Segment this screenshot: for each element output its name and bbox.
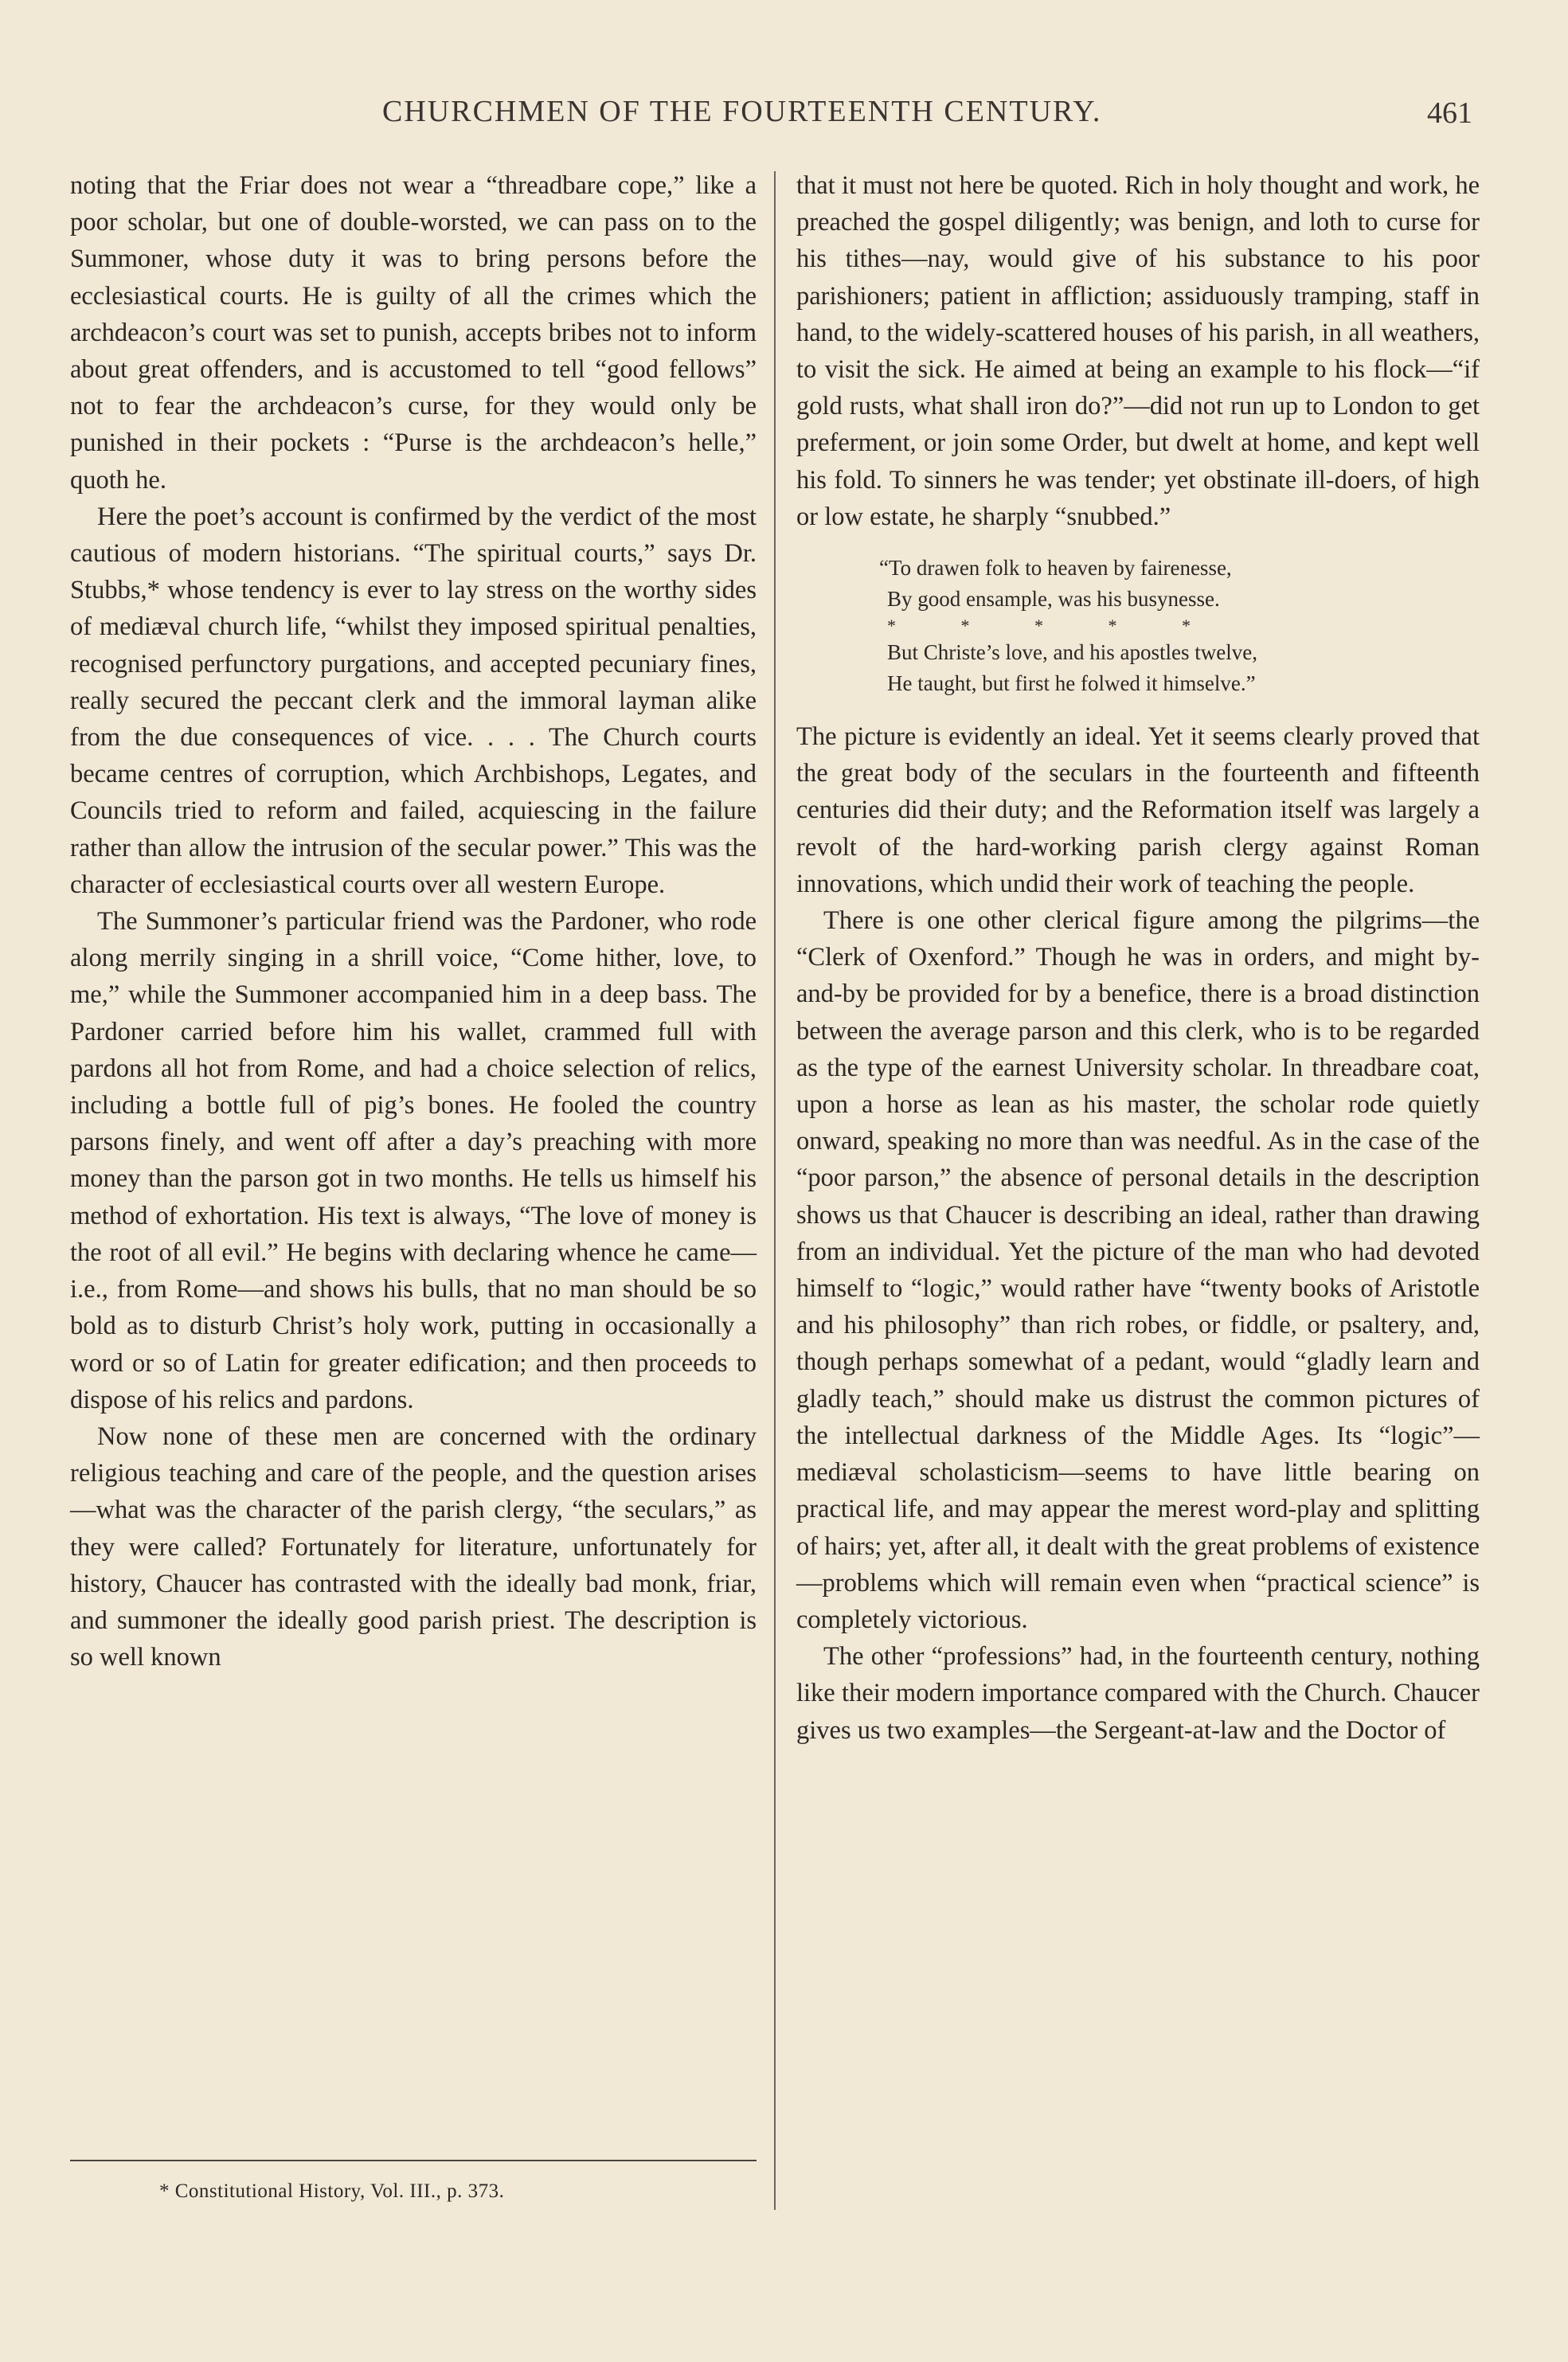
running-title: CHURCHMEN OF THE FOURTEENTH CENTURY. bbox=[382, 95, 1102, 128]
footnote: * Constitutional History, Vol. III., p. 373. bbox=[159, 2180, 505, 2202]
column-divider bbox=[774, 171, 776, 2210]
page-number: 461 bbox=[1427, 96, 1472, 130]
verse-line: By good ensample, was his busynesse. bbox=[887, 587, 1220, 612]
paragraph: There is one other clerical figure among the pilgrims—the “Clerk of Oxenford.” Though he was in orders, and might by-and-by be provided for by a benefice, there is a broad distinction between the average parson and this clerk, who is to be regarded as the type of the earnest University scholar. In threadbare coat, upon a horse as lean as his master, the scholar rode quietly onward, speaking no more than was needful. As in the case of the “poor parson,” the absence of personal details in the description shows us that Chaucer is describing an ideal, rather than drawing from an individual. Yet the picture of the man who had devoted himself to “logic,” would rather have “twenty books of Aristotle and his philosophy” than rich robes, or fiddle, or psaltery, and, though perhaps somewhat of a pedant, would “gladly learn and gladly teach,” should make us distrust the common pictures of the intellectual darkness of the Middle Ages. Its “logic”—mediæval scholasticism—seems to have little bearing on practical life, and may appear the merest word-play and splitting of hairs; yet, after all, it dealt with the great problems of existence—problems which will remain even when “practical science” is completely victorious. bbox=[796, 906, 1480, 1634]
left-column bbox=[70, 167, 757, 1676]
paragraph: The picture is evidently an ideal. Yet it seems clearly proved that the great body of the seculars in the fourteenth and fifteenth centuries did their duty; and the Reformation itself was largely a revolt of the hard-working parish clergy against Roman innovations, which undid their work of teaching the people. bbox=[796, 722, 1480, 898]
right-column bbox=[796, 167, 1480, 1749]
paragraph: Now none of these men are concerned with the ordinary religious teaching and care of the people, and the question arises—what was the character of the parish clergy, “the seculars,” as they were called? Fortunately for literature, unfortunately for history, Chaucer has contrasted with the ideally bad monk, friar, and summoner the ideally good parish priest. The description is so well known bbox=[70, 1422, 757, 1672]
verse-quotation bbox=[879, 553, 1480, 699]
paragraph: that it must not here be quoted. Rich in holy thought and work, he preached the gospel diligently; was benign, and loth to curse for his tithes—nay, would give of his substance to his poor parishioners; patient in affliction; assiduously tramping, staff in hand, to the widely-scattered houses of his parish, in all weathers, to visit the sick. He aimed at being an example to his flock—“if gold rusts, what shall iron do?”—did not run up to London to get preferment, or join some Order, but dwelt at home, and kept well his fold. To sinners he was tender; yet obstinate ill-doers, of high or low estate, he sharply “snubbed.” bbox=[796, 171, 1480, 531]
ellipsis-stars: * * * * * bbox=[887, 616, 1221, 636]
running-head bbox=[0, 94, 1568, 142]
verse-line: But Christe’s love, and his apostles twelve, bbox=[887, 640, 1257, 665]
paragraph: Here the poet’s account is confirmed by the verdict of the most cautious of modern historians. “The spiritual courts,” says Dr. Stubbs,* whose tendency is ever to lay stress on the worthy sides of mediæval church life, “whilst they imposed spiritual penalties, recognised perfunctory purgations, and accepted pecuniary fines, really secured the peccant clerk and the immoral layman alike from the due consequences of vice. . . . The Church courts became centres of corruption, which Archbishops, Legates, and Councils tried to reform and failed, acquiescing in the failure rather than allow the intrusion of the secular power.” This was the character of ecclesiastical courts over all western Europe. bbox=[70, 502, 757, 899]
footnote-rule bbox=[70, 2160, 757, 2161]
paragraph: The other “professions” had, in the fourteenth century, nothing like their modern importance compared with the Church. Chaucer gives us two examples—the Sergeant-at-law and the Doctor of bbox=[796, 1642, 1480, 1745]
paragraph: The Summoner’s particular friend was the Pardoner, who rode along merrily singing in a shrill voice, “Come hither, love, to me,” while the Summoner accompanied him in a deep bass. The Pardoner carried before him his wallet, crammed full with pardons all hot from Rome, and had a choice selection of relics, including a bottle full of pig’s bones. He fooled the country parsons finely, and went off after a day’s preaching with more money than the parson got in two months. He tells us himself his method of exhortation. His text is always, “The love of money is the root of all evil.” He begins with declaring whence he came—i.e., from Rome—and shows his bulls, that no man should be so bold as to disturb Christ’s holy work, putting in occasionally a word or so of Latin for greater edification; and then proceeds to dispose of his relics and pardons. bbox=[70, 907, 757, 1414]
verse-line: He taught, but first he folwed it himselve.” bbox=[887, 671, 1256, 696]
paragraph: noting that the Friar does not wear a “threadbare cope,” like a poor scholar, but one of double-worsted, we can pass on to the Summoner, whose duty it was to bring persons before the ecclesiastical courts. He is guilty of all the crimes which the archdeacon’s court was set to punish, accepts bribes not to inform about great offenders, and is accustomed to tell “good fellows” not to fear the archdeacon’s curse, for they would only be punished in their pockets : “Purse is the archdeacon’s helle,” quoth he. bbox=[70, 171, 757, 495]
verse-line: “To drawen folk to heaven by fairenesse, bbox=[879, 556, 1232, 581]
